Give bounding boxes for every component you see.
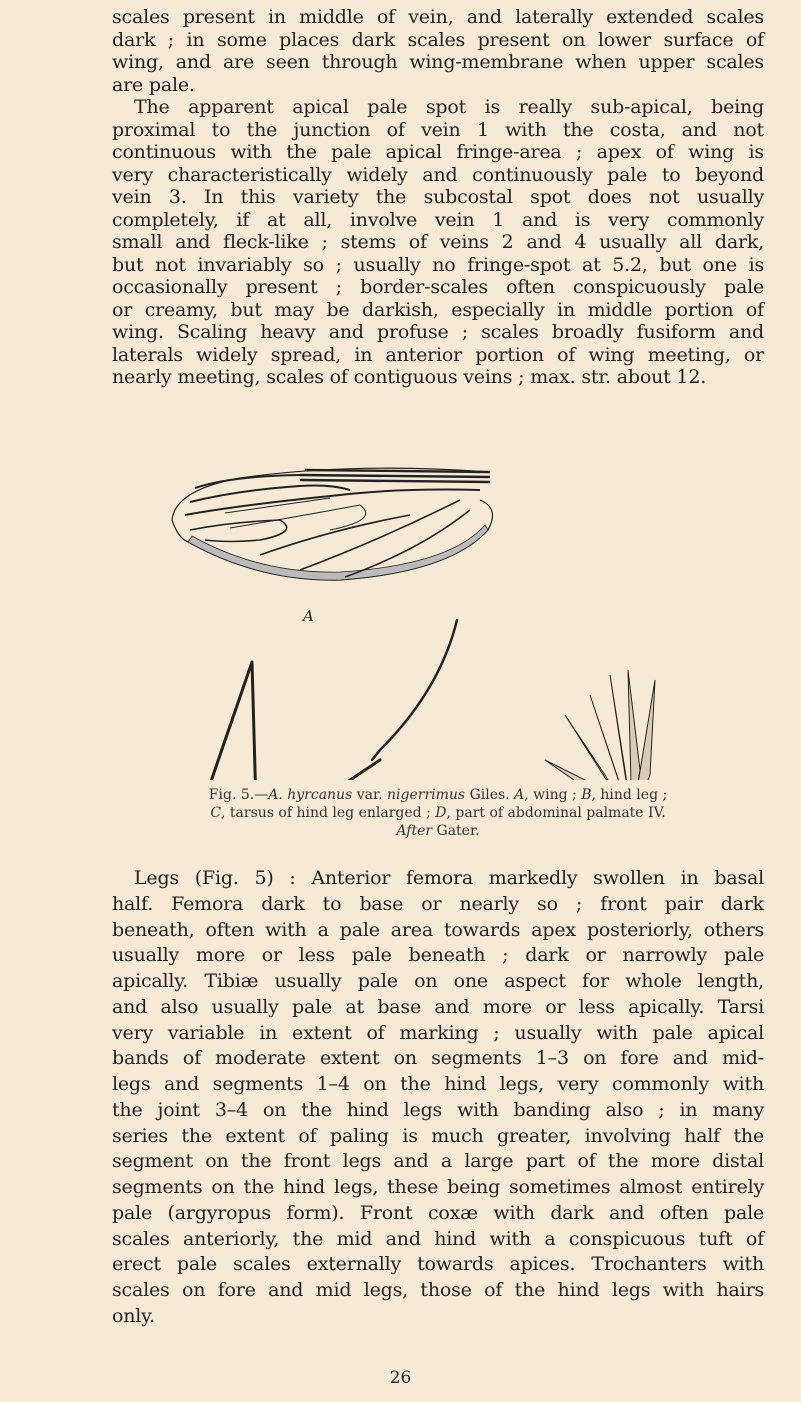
caption-label-a: A bbox=[514, 787, 525, 803]
caption-variety: nigerrimus bbox=[387, 787, 466, 803]
text-line: wing, and are seen through wing-membrane when upper scales bbox=[112, 51, 764, 73]
text-line: segments on the hind legs, these being sometimes almost entirely bbox=[112, 1176, 764, 1198]
text-line: scales anteriorly, the mid and hind with a conspicuous tuft of bbox=[112, 1227, 764, 1250]
caption-label-b: B bbox=[581, 787, 592, 803]
caption-author: Gater. bbox=[432, 823, 480, 839]
text-line: scales on fore and mid legs, those of the hind legs with hairs bbox=[112, 1279, 764, 1301]
text-line: very characteristically widely and continuously pale to beyond bbox=[112, 163, 764, 186]
text-line: continuous with the pale apical fringe-area ; apex of wing is bbox=[112, 141, 764, 163]
text-line: and also usually pale at base and more or less apically. Tarsi bbox=[112, 995, 764, 1018]
text-line: laterals widely spread, in anterior portion of wing meeting, or bbox=[112, 343, 764, 366]
text-line: apically. Tibiæ usually pale on one aspect for whole length, bbox=[112, 970, 764, 992]
caption-text: var. bbox=[352, 787, 388, 803]
caption-after: After bbox=[396, 823, 433, 839]
text-line: dark ; in some places dark scales present on lower surface of bbox=[112, 28, 764, 51]
text-line: vein 3. In this variety the subcostal spot does not usually bbox=[112, 186, 764, 208]
text-line: legs and segments 1–4 on the hind legs, very commonly with bbox=[112, 1073, 764, 1095]
text-line: only. bbox=[112, 1304, 156, 1327]
caption-text: , part of abdominal palmate IV. bbox=[446, 805, 666, 821]
abdominal-palmate-drawing bbox=[535, 670, 655, 780]
text-line: the joint 3–4 on the hind legs with banding also ; in many bbox=[112, 1098, 764, 1121]
hind-leg-drawing bbox=[205, 620, 457, 780]
caption-text: , wing ; bbox=[524, 787, 582, 803]
paragraph-legs-description bbox=[112, 866, 764, 1330]
text-line: are pale. bbox=[112, 73, 195, 96]
text-line: proximal to the junction of vein 1 with the costa, and not bbox=[112, 118, 764, 141]
text-line: series the extent of paling is much greater, involving half the bbox=[112, 1124, 764, 1147]
label-a: A bbox=[303, 607, 314, 625]
text-line: or creamy, but may be darkish, especially in middle portion of bbox=[112, 298, 764, 321]
text-line: pale (argyropus form). Front coxæ with dark and often pale bbox=[112, 1201, 764, 1224]
text-line: but not invariably so ; usually no fringe-spot at 5.2, but one is bbox=[112, 253, 764, 276]
caption-text: , hind leg ; bbox=[591, 787, 668, 803]
text-line: Legs (Fig. 5) : Anterior femora markedly swollen in basal bbox=[134, 867, 764, 889]
caption-fig-number: Fig. 5.— bbox=[208, 787, 269, 803]
caption-species: A. hyrcanus bbox=[268, 787, 353, 803]
text-line: occasionally present ; border-scales often conspicuously pale bbox=[112, 276, 764, 298]
text-line: wing. Scaling heavy and profuse ; scales broadly fusiform and bbox=[112, 321, 764, 343]
caption-text: Giles. bbox=[465, 787, 515, 803]
text-line: bands of moderate extent on segments 1–3 on fore and mid- bbox=[112, 1047, 764, 1070]
caption-text: , tarsus of hind leg enlarged ; bbox=[221, 805, 436, 821]
text-line: The apparent apical pale spot is really sub-apical, being bbox=[134, 96, 764, 118]
text-line: half. Femora dark to base or nearly so ; front pair dark bbox=[112, 892, 764, 915]
text-line: beneath, often with a pale area towards apex posteriorly, others bbox=[112, 918, 764, 941]
figure-caption bbox=[112, 786, 764, 840]
wing-drawing bbox=[172, 468, 493, 580]
figure-5-illustration bbox=[0, 380, 801, 780]
caption-label-d: D bbox=[435, 805, 447, 821]
caption-label-c: C bbox=[210, 805, 222, 821]
text-line: segment on the front legs and a large part of the more distal bbox=[112, 1150, 764, 1173]
text-line: nearly meeting, scales of contiguous veins ; max. str. about 12. bbox=[112, 366, 707, 388]
text-line: very variable in extent of marking ; usually with pale apical bbox=[112, 1021, 764, 1044]
text-line: completely, if at all, involve vein 1 and is very commonly bbox=[112, 208, 764, 231]
text-line: usually more or less pale beneath ; dark or narrowly pale bbox=[112, 944, 764, 967]
paragraph-wing-description bbox=[112, 6, 764, 389]
text-line: small and fleck-like ; stems of veins 2 and 4 usually all dark, bbox=[112, 231, 764, 253]
text-line: scales present in middle of vein, and laterally extended scales bbox=[112, 6, 764, 28]
text-line: erect pale scales externally towards apices. Trochanters with bbox=[112, 1253, 764, 1276]
page-number: 26 bbox=[389, 1368, 412, 1388]
